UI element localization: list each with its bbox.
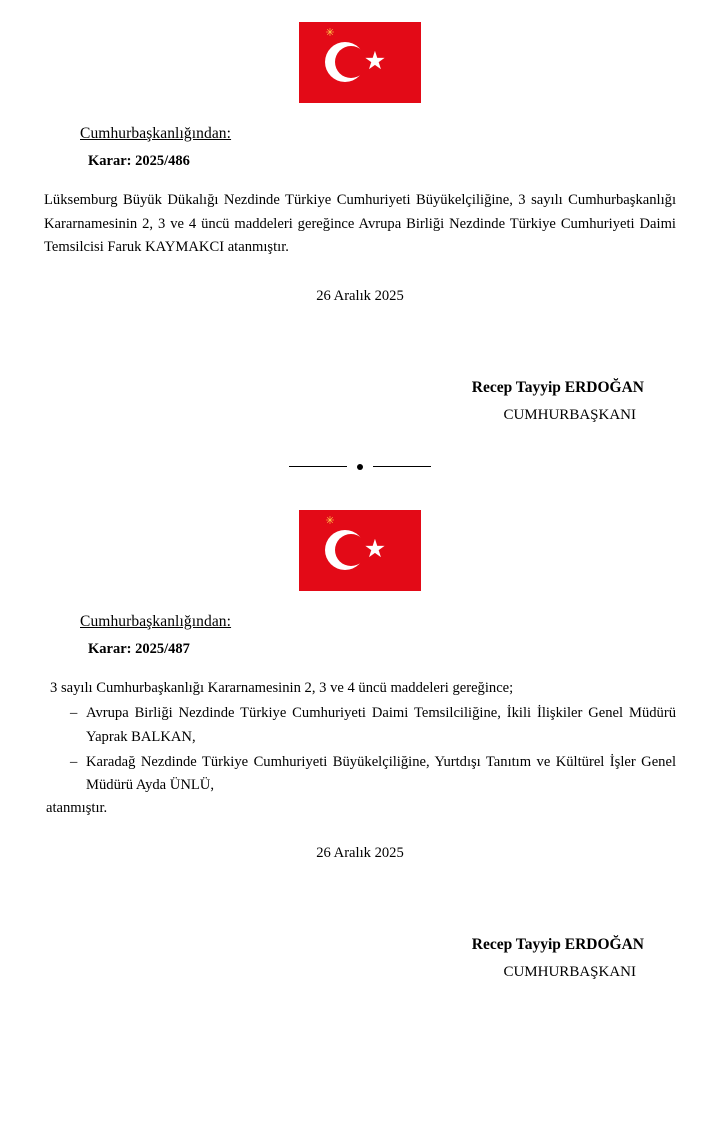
decree-body-paragraph: Lüksemburg Büyük Dükalığı Nezdinde Türkiye Cumhuriyeti Büyükelçiliğine, 3 sayılı Cumhurbaşkanlığı Kararnamesinin 2, 3 ve 4 üncü maddeleri gereğince Avrupa Birliği Nezdinde Türkiye Cumhuriyeti Daimi Temsilcisi Faruk KAYMAKCI atanmıştır. [44,192,676,256]
list-item [44,751,676,798]
signature-title: CUMHURBAŞKANI [503,963,636,980]
decree-closing-text: atanmıştır. [46,799,108,816]
flag-container-1 [44,22,676,103]
turkish-flag-icon [299,22,421,103]
signature-block-1 [44,379,676,424]
spark-icon: ✳ [325,514,335,527]
list-dash-marker: – [70,753,78,770]
decree-date: 26 Aralık 2025 [316,287,404,304]
decree-date: 26 Aralık 2025 [316,844,404,861]
separator-rule-left [289,466,347,467]
decree-heading: Cumhurbaşkanlığından: [80,125,232,142]
decree-heading: Cumhurbaşkanlığından: [80,612,232,630]
karar-row-1 [44,152,676,170]
decree-number: Karar: 2025/487 [88,640,190,657]
appointment-list [44,702,676,798]
list-item-label: Karadağ Nezdinde Türkiye Cumhuriyeti Büyükelçiliğine, Yurtdışı Tanıtım ve Kültürel İşler Genel Müdürü Ayda ÜNLÜ, [86,753,676,794]
signature-block-2 [44,936,676,981]
signature-title: CUMHURBAŞKANI [503,406,636,423]
top-spacer [44,0,676,22]
star-icon: ★ [363,535,387,563]
star-icon: ★ [363,48,387,75]
list-item [44,702,676,749]
karar-row-2 [44,640,676,658]
decree-2025-487 [44,470,676,981]
signature-name: Recep Tayyip ERDOĞAN [471,378,644,396]
separator-rule-right [373,466,431,467]
spark-icon: ✳ [325,27,335,39]
decree-intro-text: 3 sayılı Cumhurbaşkanlığı Kararnamesinin 2, 3 ve 4 üncü maddeleri gereğince; [50,679,514,696]
mid-spacer [44,470,676,510]
heading-row-2 [44,613,676,631]
flag-container-2 [44,510,676,591]
list-item-label: Avrupa Birliği Nezdinde Türkiye Cumhuriyeti Daimi Temsilciliğine, İkili İlişkiler Genel Müdürü Yaprak BALKAN, [86,705,676,745]
turkish-flag-icon [299,510,421,591]
decree-2025-486 [44,0,676,470]
signature-name: Recep Tayyip ERDOĞAN [471,935,644,953]
list-dash-marker: – [70,705,78,722]
heading-row-1 [44,125,676,143]
decree-number: Karar: 2025/486 [88,153,190,169]
